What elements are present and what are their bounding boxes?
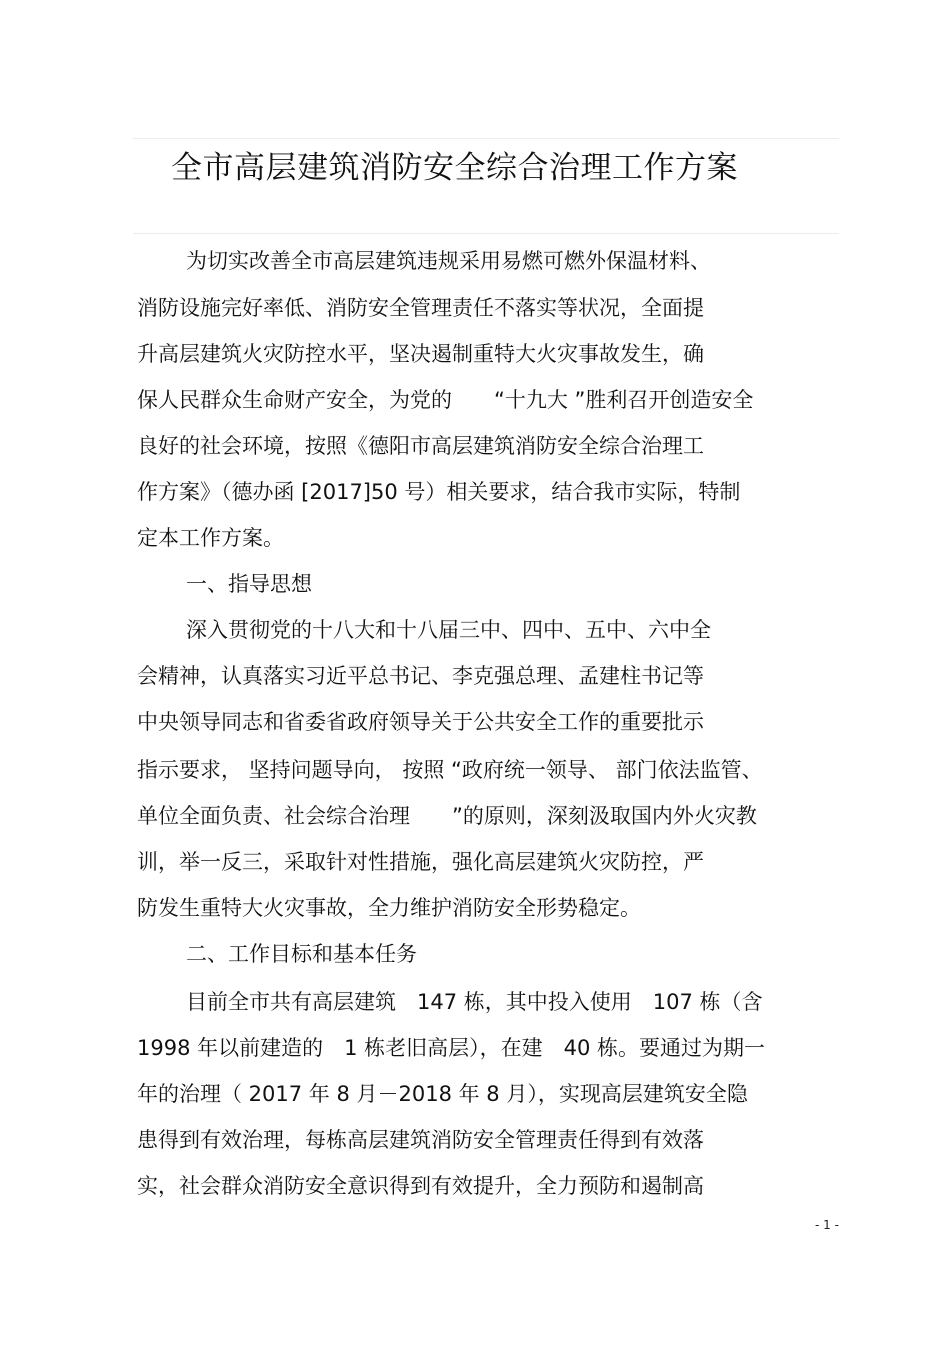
body-line: 目前全市共有高层建筑 147 栋，其中投入使用 107 栋（含	[186, 990, 763, 1014]
body-line: 升高层建筑火灾防控水平，坚决遏制重特大火灾事故发生，确	[137, 342, 704, 366]
section-heading: 二、工作目标和基本任务	[186, 942, 417, 966]
body-line: 深入贯彻党的十八大和十八届三中、四中、五中、六中全	[186, 618, 711, 642]
body-line: 消防设施完好率低、消防安全管理责任不落实等状况，全面提	[137, 296, 704, 320]
body-line: 指示要求， 坚持问题导向， 按照 “政府统一领导、 部门依法监管、	[137, 758, 763, 782]
page-number: - 1 -	[815, 1218, 839, 1232]
body-line: 为切实改善全市高层建筑违规采用易燃可燃外保温材料、	[186, 249, 711, 273]
body-line: 年的治理（ 2017 年 8 月－2018 年 8 月），实现高层建筑安全隐	[137, 1082, 748, 1106]
body-line: 训，举一反三，采取针对性措施，强化高层建筑火灾防控，严	[137, 850, 704, 874]
body-line: 1998 年以前建造的 1 栋老旧高层），在建 40 栋。要通过为期一	[137, 1036, 766, 1060]
body-line: 定本工作方案。	[137, 526, 284, 550]
body-line: 会精神，认真落实习近平总书记、李克强总理、孟建柱书记等	[137, 664, 704, 688]
body-line: 单位全面负责、社会综合治理 ”的原则，深刻汲取国内外火灾教	[137, 804, 757, 828]
body-line: 患得到有效治理，每栋高层建筑消防安全管理责任得到有效落	[137, 1128, 704, 1152]
body-line: 防发生重特大火灾事故，全力维护消防安全形势稳定。	[137, 896, 641, 920]
body-line: 实，社会群众消防安全意识得到有效提升，全力预防和遏制高	[137, 1174, 704, 1198]
body-line: 作方案》（德办函 [2017]50 号）相关要求，结合我市实际，特制	[137, 480, 741, 504]
section-heading: 一、指导思想	[186, 572, 312, 596]
body-line: 保人民群众生命财产安全，为党的 “十九大 ”胜利召开创造安全	[137, 388, 754, 412]
body-line: 良好的社会环境，按照《德阳市高层建筑消防安全综合治理工	[137, 434, 704, 458]
document-title: 全市高层建筑消防安全综合治理工作方案	[171, 150, 738, 186]
body-line: 中央领导同志和省委省政府领导关于公共安全工作的重要批示	[137, 710, 704, 734]
